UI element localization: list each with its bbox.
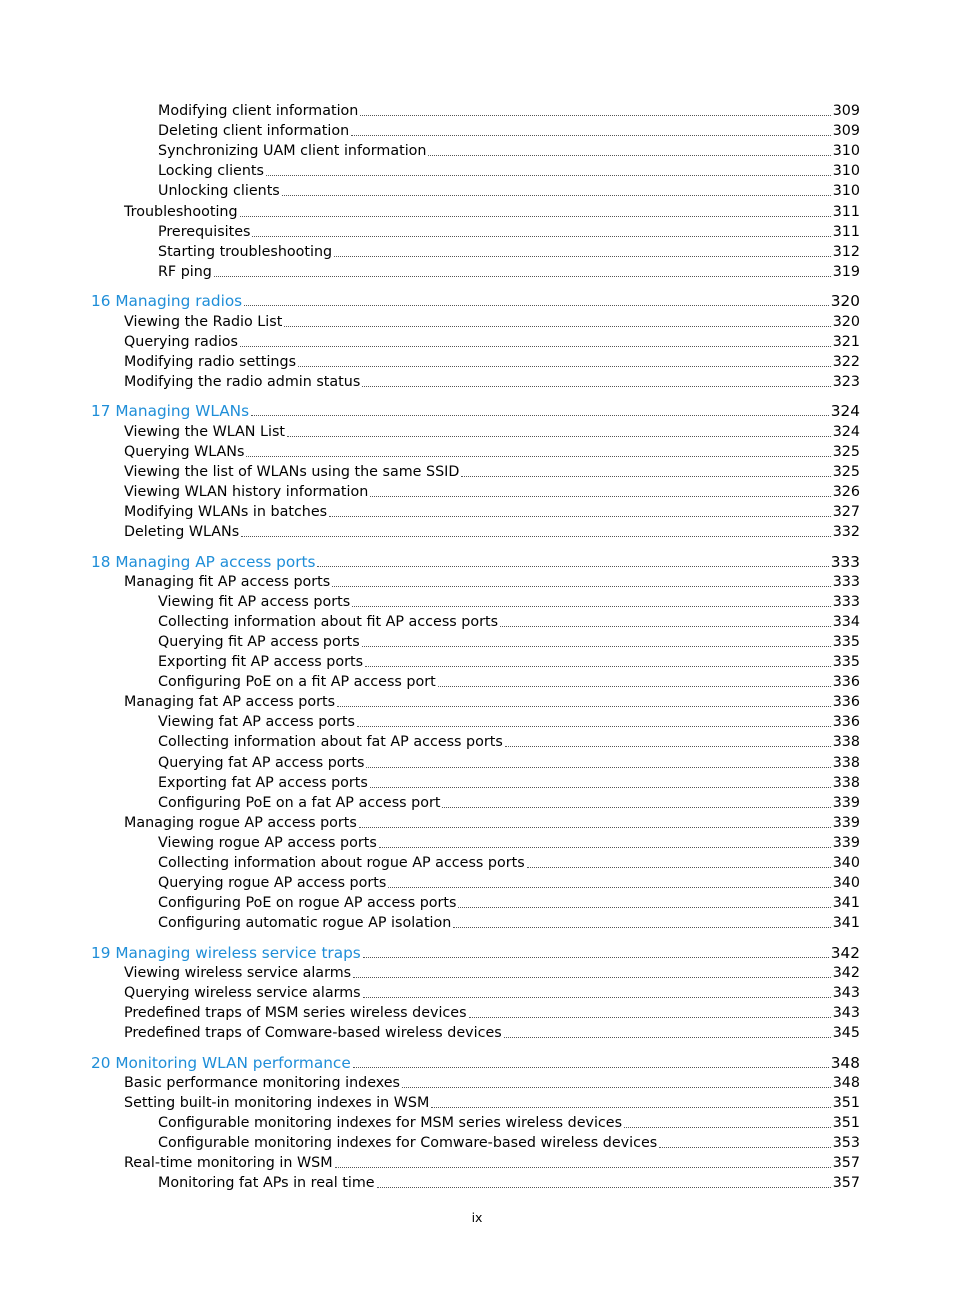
dot-leader [240,215,831,217]
dot-leader [363,956,829,958]
toc-chapter-entry[interactable] [0,942,954,962]
toc-entry[interactable] [0,200,954,220]
toc-entry-page-number: 327 [832,503,860,520]
toc-entry[interactable] [0,651,954,671]
toc-chapter-entry[interactable] [0,290,954,310]
dot-leader [388,886,830,888]
dot-leader [351,134,831,136]
toc-entry[interactable] [0,310,954,330]
toc-entry[interactable] [0,1112,954,1132]
toc-entry-page-number: 357 [832,1155,860,1172]
dot-leader [251,414,829,416]
dot-leader [335,1166,831,1168]
toc-entry-title: Collecting information about fat AP access ports [158,734,503,751]
toc-entry-page-number: 322 [832,353,860,370]
toc-entry[interactable] [0,751,954,771]
toc-entry[interactable] [0,1002,954,1022]
toc-entry-page-number: 325 [832,463,860,480]
toc-entry-title: Collecting information about rogue AP access ports [158,854,525,871]
toc-entry[interactable] [0,912,954,932]
toc-entry-title: 16 Managing radios [91,292,243,311]
toc-entry-page-number: 341 [832,895,860,912]
toc-entry[interactable] [0,351,954,371]
toc-entry-title: Managing fat AP access ports [124,694,336,711]
toc-entry-title: Querying radios [124,333,238,350]
toc-entry[interactable] [0,852,954,872]
toc-entry[interactable] [0,371,954,391]
page-number: ix [471,1210,483,1225]
toc-entry-page-number: 336 [832,674,860,691]
toc-entry-title: Querying wireless service alarms [124,985,361,1002]
toc-entry-page-number: 324 [830,402,860,421]
toc-entry-title: Querying fat AP access ports [158,754,365,771]
toc-entry-page-number: 338 [832,754,860,771]
toc-entry-title: Viewing rogue AP access ports [158,834,377,851]
toc-entry[interactable] [0,731,954,751]
toc-entry-page-number: 342 [832,964,860,981]
toc-entry[interactable] [0,501,954,521]
toc-entry[interactable] [0,832,954,852]
toc-entry-title: Viewing the Radio List [124,313,283,330]
toc-entry[interactable] [0,772,954,792]
dot-leader [377,1186,831,1188]
toc-entry[interactable] [0,441,954,461]
toc-entry-page-number: 339 [832,834,860,851]
toc-entry[interactable] [0,792,954,812]
toc-entry-title: Modifying the radio admin status [124,373,361,390]
toc-entry[interactable] [0,571,954,591]
toc-entry[interactable] [0,180,954,200]
toc-entry-title: Viewing fit AP access ports [158,593,351,610]
dot-leader [362,645,831,647]
toc-entry[interactable] [0,221,954,241]
dot-leader [241,535,831,537]
toc-entry-title: Viewing the WLAN List [124,423,286,440]
toc-entry[interactable] [0,812,954,832]
table-of-contents [0,100,954,1192]
toc-entry-title: Managing rogue AP access ports [124,814,357,831]
toc-entry-title: Modifying WLANs in batches [124,503,328,520]
toc-entry-page-number: 309 [832,103,860,120]
toc-entry-page-number: 338 [832,774,860,791]
dot-leader [244,304,829,306]
toc-entry-title: Locking clients [158,163,264,180]
toc-entry[interactable] [0,120,954,140]
dot-leader [366,766,830,768]
toc-entry[interactable] [0,1022,954,1042]
toc-entry[interactable] [0,691,954,711]
dot-leader [379,846,831,848]
toc-entry-title: Querying WLANs [124,443,245,460]
toc-entry-title: Starting troubleshooting [158,243,333,260]
dot-leader [298,365,831,367]
dot-leader [332,585,830,587]
toc-entry-page-number: 348 [830,1053,860,1072]
dot-leader [527,866,831,868]
toc-entry-title: Deleting WLANs [124,523,240,540]
toc-entry-title: Prerequisites [158,223,251,240]
dot-leader [329,515,831,517]
toc-entry-page-number: 326 [832,483,860,500]
dot-leader [504,1036,831,1038]
toc-entry[interactable] [0,962,954,982]
dot-leader [240,345,831,347]
toc-entry[interactable] [0,1172,954,1192]
toc-entry-page-number: 324 [832,423,860,440]
toc-entry-page-number: 336 [832,694,860,711]
toc-entry-page-number: 333 [830,552,860,571]
toc-entry-title: Collecting information about fit AP access ports [158,613,499,630]
toc-entry-page-number: 348 [832,1074,860,1091]
toc-entry-title: Deleting client information [158,123,350,140]
toc-entry-title: Querying rogue AP access ports [158,875,387,892]
dot-leader [505,745,831,747]
toc-entry-title: Configurable monitoring indexes for Comware-based wireless devices [158,1135,658,1152]
toc-entry-page-number: 310 [832,183,860,200]
toc-entry-title: Basic performance monitoring indexes [124,1074,401,1091]
dot-leader [461,475,830,477]
toc-entry-title: Managing fit AP access ports [124,573,331,590]
toc-entry-title: Configuring PoE on rogue AP access ports [158,895,457,912]
toc-entry-page-number: 321 [832,333,860,350]
toc-entry-title: Real-time monitoring in WSM [124,1155,333,1172]
toc-entry[interactable] [0,331,954,351]
toc-entry-title: RF ping [158,263,212,280]
toc-entry-page-number: 310 [832,163,860,180]
toc-entry-page-number: 340 [832,854,860,871]
toc-entry[interactable] [0,100,954,120]
toc-entry-title: Configuring PoE on a fit AP access port [158,674,436,691]
dot-leader [357,725,831,727]
toc-entry-title: Modifying radio settings [124,353,297,370]
toc-entry[interactable] [0,1132,954,1152]
dot-leader [453,926,830,928]
dot-leader [353,1066,829,1068]
toc-entry-page-number: 320 [830,292,860,311]
toc-chapter-entry[interactable] [0,550,954,570]
toc-entry[interactable] [0,1152,954,1172]
dot-leader [334,255,831,257]
dot-leader [214,275,831,277]
toc-entry-title: Configurable monitoring indexes for MSM series wireless devices [158,1115,623,1132]
toc-entry-page-number: 332 [832,523,860,540]
dot-leader [438,685,831,687]
toc-entry[interactable] [0,160,954,180]
toc-chapter-entry[interactable] [0,1052,954,1072]
toc-entry-title: Viewing wireless service alarms [124,964,352,981]
toc-entry[interactable] [0,892,954,912]
dot-leader [337,705,831,707]
toc-entry-page-number: 343 [832,985,860,1002]
toc-entry-page-number: 339 [832,794,860,811]
toc-entry[interactable] [0,1092,954,1112]
toc-entry-title: Predefined traps of Comware-based wireless devices [124,1025,502,1042]
toc-entry[interactable] [0,241,954,261]
toc-entry[interactable] [0,631,954,651]
toc-entry-title: Modifying client information [158,103,359,120]
toc-entry-page-number: 340 [832,875,860,892]
toc-entry-page-number: 333 [832,573,860,590]
toc-entry[interactable] [0,1072,954,1092]
toc-entry-title: Querying fit AP access ports [158,633,360,650]
dot-leader [266,174,831,176]
toc-entry-title: Configuring PoE on a fat AP access port [158,794,441,811]
toc-entry-title: Exporting fit AP access ports [158,654,364,671]
toc-entry-page-number: 345 [832,1025,860,1042]
toc-entry-page-number: 335 [832,633,860,650]
toc-entry[interactable] [0,982,954,1002]
toc-entry-page-number: 310 [832,143,860,160]
toc-entry-page-number: 333 [832,593,860,610]
dot-leader [458,906,830,908]
toc-entry-title: Configuring automatic rogue AP isolation [158,915,452,932]
toc-entry[interactable] [0,140,954,160]
dot-leader [282,194,831,196]
toc-entry-title: Exporting fat AP access ports [158,774,368,791]
toc-entry-title: Synchronizing UAM client information [158,143,427,160]
toc-entry-title: Monitoring fat APs in real time [158,1175,375,1192]
dot-leader [284,325,830,327]
toc-entry-title: Troubleshooting [124,203,238,220]
toc-entry-page-number: 351 [832,1095,860,1111]
toc-entry-page-number: 311 [832,223,860,240]
toc-entry-title: 19 Managing wireless service traps [91,943,361,962]
dot-leader [624,1126,831,1128]
toc-entry[interactable] [0,261,954,281]
dot-leader [363,996,831,998]
dot-leader [428,154,830,156]
toc-entry-page-number: 312 [832,243,860,260]
toc-entry-page-number: 323 [832,373,860,390]
toc-entry-page-number: 319 [832,263,860,280]
toc-entry-page-number: 341 [832,915,860,932]
toc-entry-title: Predefined traps of MSM series wireless devices [124,1005,467,1022]
toc-entry-page-number: 353 [832,1135,860,1152]
dot-leader [442,806,830,808]
toc-entry-page-number: 351 [832,1115,860,1132]
toc-entry-page-number: 325 [832,443,860,460]
dot-leader [500,625,831,627]
toc-entry[interactable] [0,611,954,631]
toc-entry-page-number: 342 [830,943,860,962]
toc-entry-page-number: 309 [832,123,860,140]
toc-entry-page-number: 335 [832,654,860,671]
toc-entry-title: Viewing WLAN history information [124,483,369,500]
toc-entry-title: Unlocking clients [158,183,280,200]
dot-leader [246,455,830,457]
toc-entry-page-number: 334 [832,613,860,630]
dot-leader [365,665,831,667]
toc-entry[interactable] [0,481,954,501]
toc-entry[interactable] [0,711,954,731]
dot-leader [370,786,831,788]
toc-entry-title: 18 Managing AP access ports [91,552,316,571]
toc-entry-page-number: 320 [832,313,860,330]
dot-leader [353,976,831,978]
toc-entry[interactable] [0,872,954,892]
dot-leader [359,826,831,828]
toc-entry[interactable] [0,420,954,440]
dot-leader [287,435,831,437]
toc-entry[interactable] [0,461,954,481]
toc-entry-page-number: 336 [832,714,860,731]
toc-entry-page-number: 311 [832,203,860,220]
dot-leader [370,495,830,497]
dot-leader [431,1106,830,1108]
toc-entry-title: 17 Managing WLANs [91,402,250,421]
dot-leader [252,235,830,237]
dot-leader [659,1146,831,1148]
toc-entry-page-number: 338 [832,734,860,751]
toc-entry-title: Viewing fat AP access ports [158,714,355,731]
dot-leader [352,605,831,607]
dot-leader [402,1086,831,1088]
toc-entry-page-number: 343 [832,1005,860,1022]
toc-entry[interactable] [0,591,954,611]
toc-entry-title: 20 Monitoring WLAN performance [91,1053,351,1072]
toc-entry-page-number: 339 [832,814,860,831]
dot-leader [360,114,830,116]
toc-entry[interactable] [0,521,954,541]
dot-leader [317,565,828,567]
toc-entry-page-number: 357 [832,1175,860,1192]
dot-leader [469,1016,831,1018]
toc-entry[interactable] [0,671,954,691]
toc-entry-title: Viewing the list of WLANs using the same SSID [124,463,460,480]
toc-entry-title: Setting built-in monitoring indexes in WSM [124,1095,430,1111]
toc-chapter-entry[interactable] [0,400,954,420]
dot-leader [362,385,830,387]
